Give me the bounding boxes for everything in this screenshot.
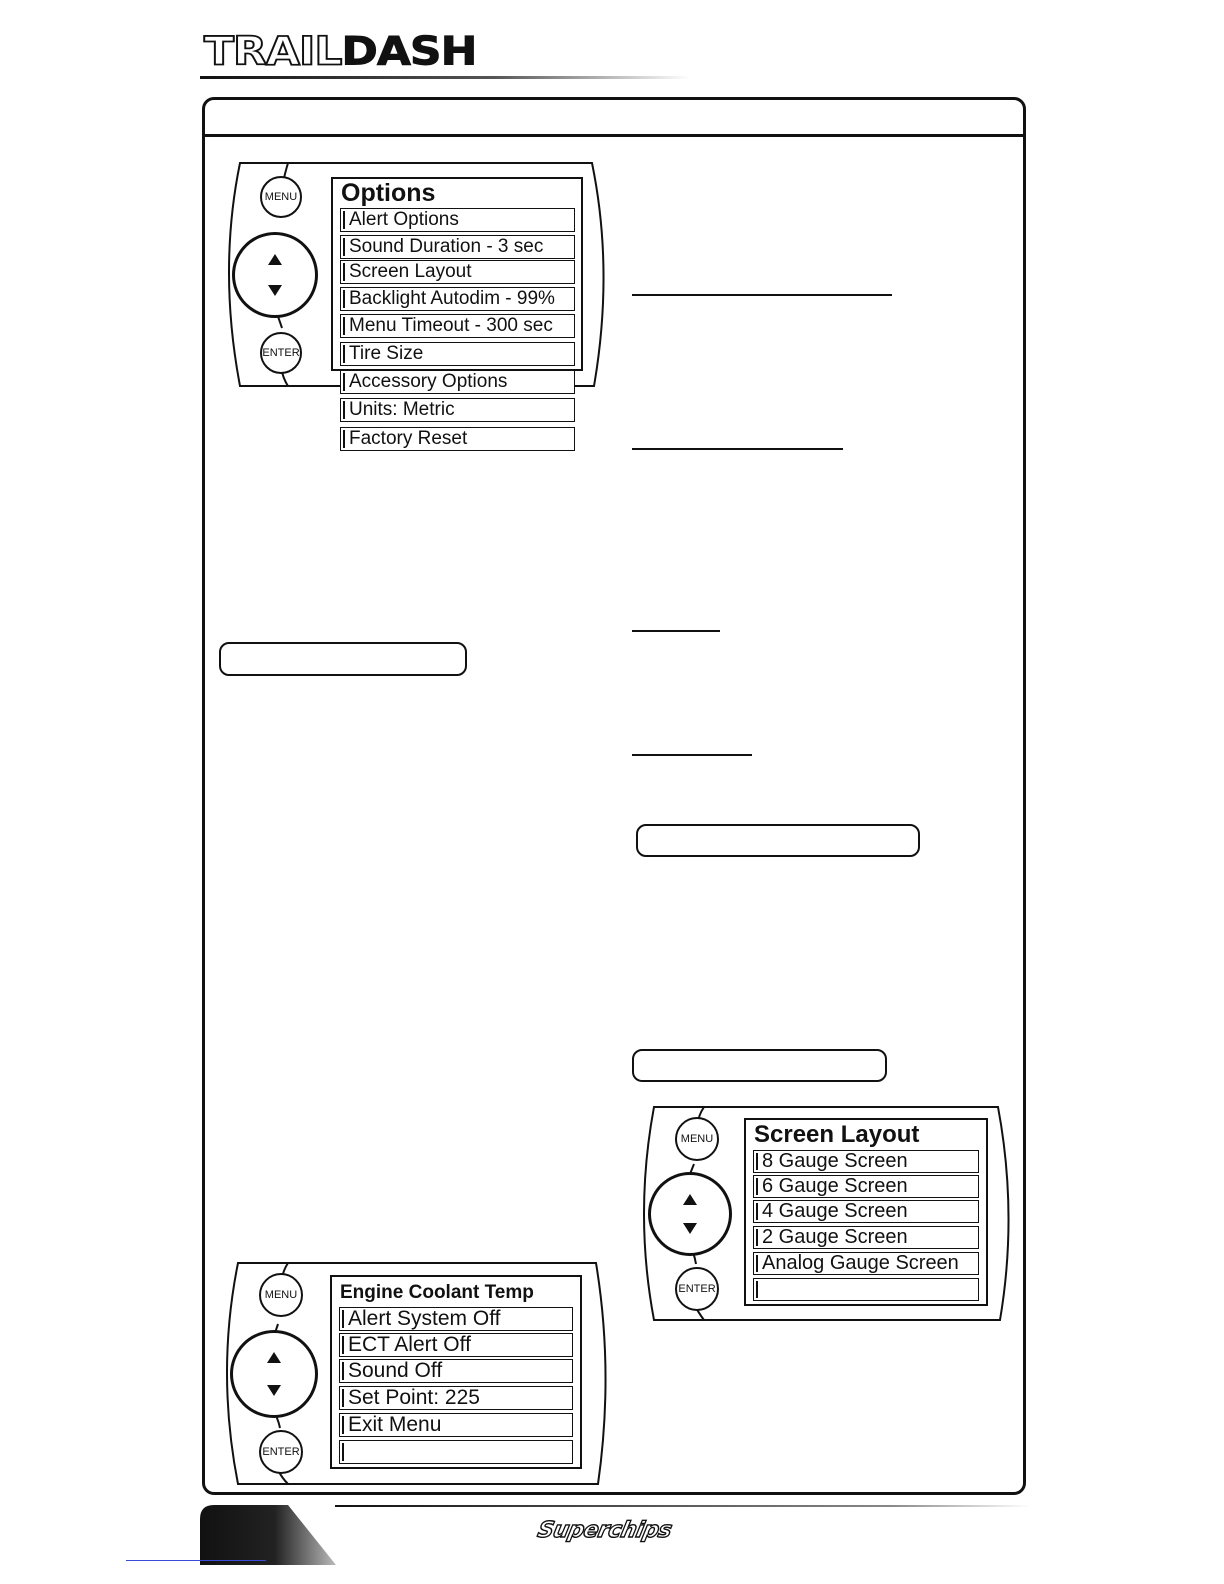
enter-button-label: ENTER: [678, 1283, 716, 1295]
screen-title: Engine Coolant Temp: [340, 1282, 534, 1303]
device-options: [222, 160, 612, 460]
menu-button[interactable]: [259, 1273, 303, 1317]
section-underline-3: [632, 630, 720, 632]
menu-item-exit-menu[interactable]: Exit Menu: [339, 1413, 573, 1437]
down-arrow-icon[interactable]: [267, 1385, 281, 1396]
superchips-logo: Superchips: [535, 1518, 674, 1543]
menu-item-factory-reset[interactable]: Factory Reset: [340, 427, 575, 451]
menu-button-label: MENU: [264, 191, 298, 203]
menu-item-set-point[interactable]: Set Point: 225: [339, 1386, 573, 1410]
menu-item-empty[interactable]: [753, 1278, 979, 1301]
section-heading-pill-left: [219, 642, 467, 676]
menu-item-sound-duration[interactable]: Sound Duration - 3 sec: [340, 235, 575, 259]
menu-item-accessory-options[interactable]: Accessory Options: [340, 370, 575, 394]
menu-button-label: MENU: [264, 1289, 298, 1301]
menu-item-sound[interactable]: Sound Off: [339, 1359, 573, 1383]
enter-button[interactable]: [259, 1430, 303, 1474]
menu-item-analog-gauge[interactable]: Analog Gauge Screen: [753, 1252, 979, 1275]
menu-item-6-gauge[interactable]: 6 Gauge Screen: [753, 1175, 979, 1198]
down-arrow-icon[interactable]: [683, 1223, 697, 1234]
footer-rule: [335, 1505, 1030, 1507]
enter-button-label: ENTER: [262, 1446, 300, 1458]
dpad[interactable]: [230, 1330, 318, 1418]
down-arrow-icon[interactable]: [268, 285, 282, 296]
enter-button[interactable]: [260, 332, 302, 374]
device-engine-coolant: [218, 1260, 610, 1488]
menu-button-label: MENU: [680, 1133, 714, 1145]
link-underline: [126, 1560, 266, 1561]
trail-dash-logo: [200, 30, 700, 82]
enter-button[interactable]: [675, 1267, 719, 1311]
logo-text: [204, 28, 477, 75]
dpad[interactable]: [648, 1172, 732, 1256]
menu-item-ect-alert[interactable]: ECT Alert Off: [339, 1333, 573, 1357]
enter-button-label: ENTER: [262, 347, 300, 359]
menu-item-backlight-autodim[interactable]: Backlight Autodim - 99%: [340, 287, 575, 311]
menu-item-menu-timeout[interactable]: Menu Timeout - 300 sec: [340, 314, 575, 338]
menu-item-alert-system[interactable]: Alert System Off: [339, 1307, 573, 1331]
frame-header-bar: [205, 100, 1023, 137]
page-number-tab: [200, 1505, 340, 1565]
menu-button[interactable]: [260, 176, 302, 218]
menu-item-8-gauge[interactable]: 8 Gauge Screen: [753, 1150, 979, 1173]
section-underline-4: [632, 754, 752, 756]
menu-item-alert-options[interactable]: Alert Options: [340, 208, 575, 232]
menu-item-tire-size[interactable]: Tire Size: [340, 342, 575, 366]
screen-title: Screen Layout: [754, 1121, 920, 1148]
screen-title: Options: [341, 179, 436, 207]
menu-item-screen-layout[interactable]: Screen Layout: [340, 260, 575, 284]
menu-button[interactable]: [675, 1117, 719, 1161]
menu-item-4-gauge[interactable]: 4 Gauge Screen: [753, 1200, 979, 1223]
up-arrow-icon[interactable]: [683, 1194, 697, 1205]
menu-item-2-gauge[interactable]: 2 Gauge Screen: [753, 1226, 979, 1249]
section-heading-pill-right-1: [636, 824, 920, 857]
logo-trail: TRAIL: [204, 28, 342, 75]
device-screen-layout: [636, 1104, 1016, 1324]
section-underline-2: [632, 448, 843, 450]
logo-dash: DASH: [341, 28, 477, 75]
up-arrow-icon[interactable]: [267, 1352, 281, 1363]
menu-item-units[interactable]: Units: Metric: [340, 398, 575, 422]
logo-underline: [200, 76, 690, 79]
up-arrow-icon[interactable]: [268, 254, 282, 265]
menu-item-empty[interactable]: [339, 1440, 573, 1464]
section-underline-1: [632, 294, 892, 296]
section-heading-pill-right-2: [632, 1049, 887, 1082]
dpad[interactable]: [232, 232, 318, 318]
